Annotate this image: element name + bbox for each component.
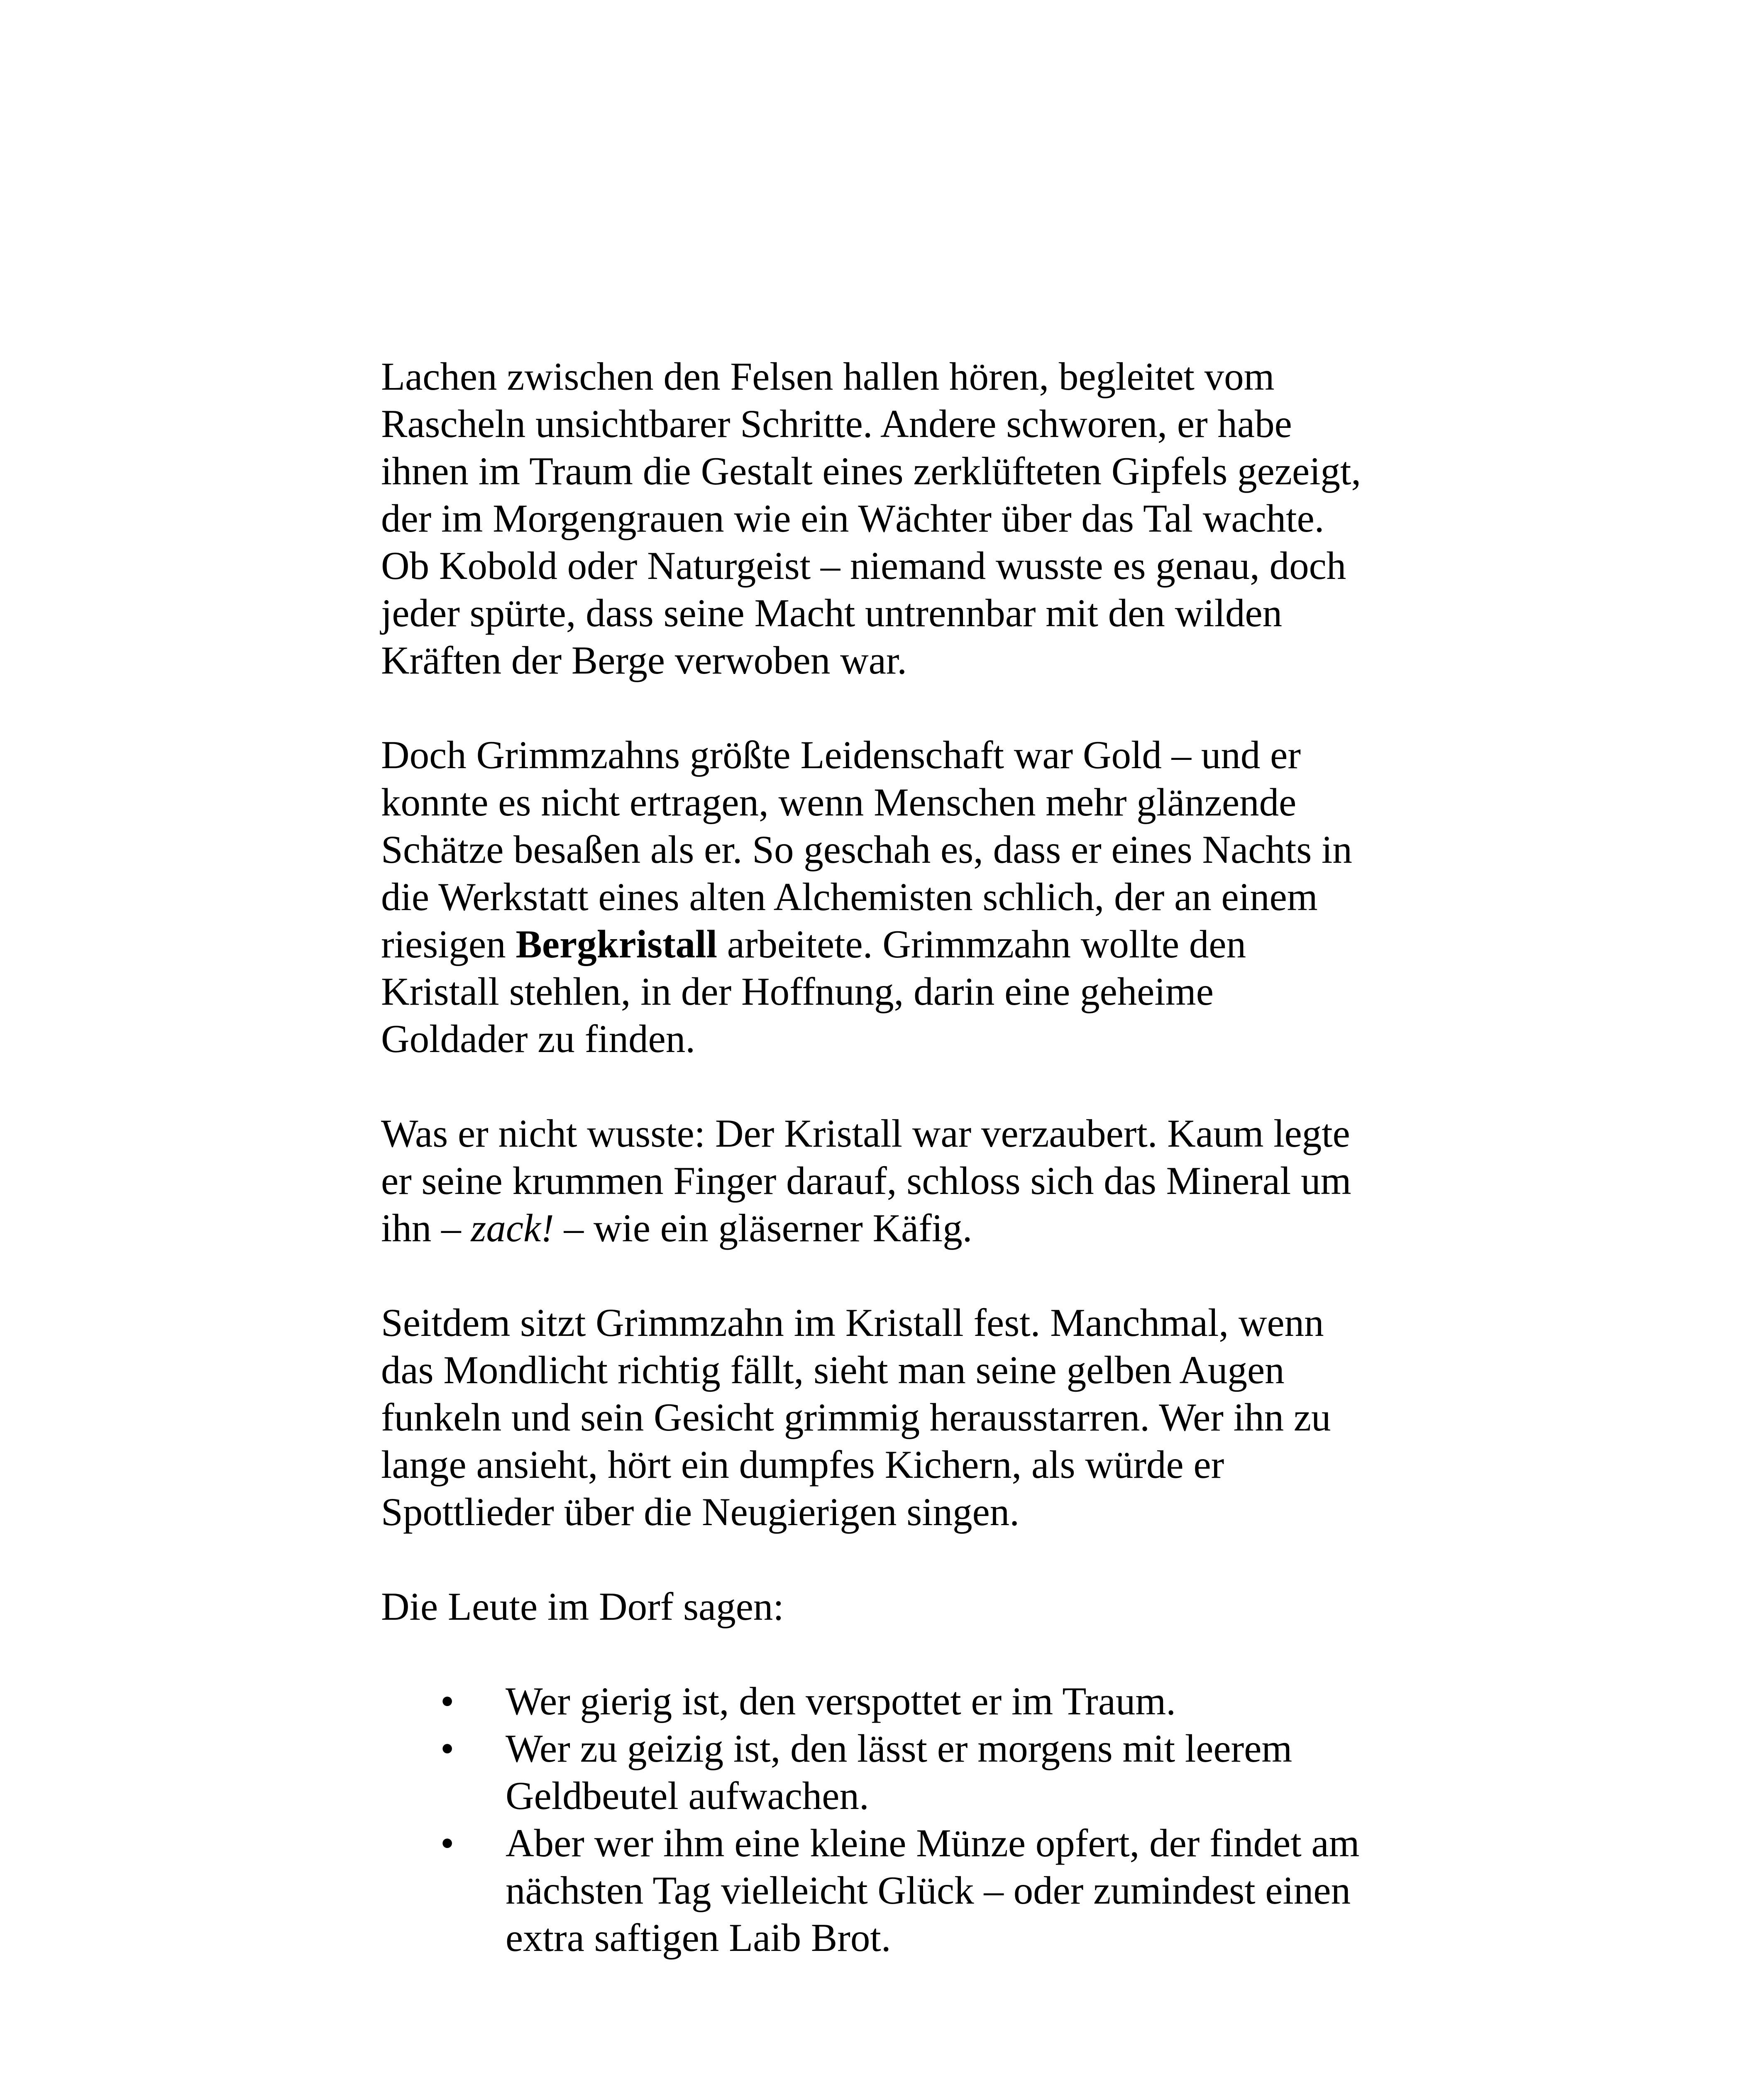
text-segment: arbeitete. Grimmzahn wollte den [717, 922, 1246, 966]
body-text [381, 353, 1444, 1961]
text-line: Kristall stehlen, in der Hoffnung, darin eine geheime [381, 969, 1214, 1013]
paragraph-3 [381, 1110, 1444, 1252]
text-line: das Mondlicht richtig fällt, sieht man seine gelben Augen [381, 1348, 1285, 1392]
bullet-list [381, 1677, 1444, 1961]
text-line: Lachen zwischen den Felsen hallen hören, begleitet vom [381, 354, 1275, 398]
text-segment: – wie ein gläserner Käfig. [554, 1206, 972, 1250]
list-item [381, 1677, 1444, 1725]
text-line: nächsten Tag vielleicht Glück – oder zumindest einen [506, 1868, 1351, 1912]
text-line [381, 1204, 1444, 1252]
text-line: Was er nicht wusste: Der Kristall war verzaubert. Kaum legte [381, 1111, 1350, 1155]
bullet-icon: • [440, 1726, 454, 1770]
text-line: der im Morgengrauen wie ein Wächter über das Tal wachte. [381, 496, 1324, 540]
text-line: lange ansieht, hört ein dumpfes Kichern, als würde er [381, 1443, 1224, 1487]
text-segment: riesigen [381, 922, 516, 966]
italic-word-zack: zack! [471, 1206, 554, 1250]
paragraph-1 [381, 353, 1444, 684]
text-line: er seine krummen Finger darauf, schloss sich das Mineral um [381, 1159, 1351, 1203]
text-line: Aber wer ihm eine kleine Münze opfert, der findet am [506, 1821, 1360, 1865]
text-line: Schätze besaßen als er. So geschah es, dass er eines Nachts in [381, 828, 1352, 872]
text-line: Goldader zu finden. [381, 1017, 696, 1061]
text-line: extra saftigen Laib Brot. [506, 1916, 891, 1960]
text-line: Rascheln unsichtbarer Schritte. Andere schworen, er habe [381, 402, 1292, 446]
paragraph-5 [381, 1583, 1444, 1630]
text-line: Doch Grimmzahns größte Leidenschaft war Gold – und er [381, 733, 1301, 777]
text-segment: ihn – [381, 1206, 471, 1250]
text-line: Spottlieder über die Neugierigen singen. [381, 1490, 1020, 1534]
bullet-icon: • [440, 1679, 454, 1723]
text-line: konnte es nicht ertragen, wenn Menschen mehr glänzende [381, 780, 1297, 824]
text-line: Wer zu geizig ist, den lässt er morgens mit leerem [506, 1726, 1292, 1770]
text-line: die Werkstatt eines alten Alchemisten schlich, der an einem [381, 875, 1318, 919]
text-line: Seitdem sitzt Grimmzahn im Kristall fest. Manchmal, wenn [381, 1301, 1324, 1345]
bold-term-bergkristall: Bergkristall [516, 922, 717, 966]
text-line: funkeln und sein Gesicht grimmig herausstarren. Wer ihn zu [381, 1395, 1331, 1439]
text-line: jeder spürte, dass seine Macht untrennbar mit den wilden [381, 591, 1283, 635]
list-item [381, 1819, 1444, 1961]
text-line: Ob Kobold oder Naturgeist – niemand wusste es genau, doch [381, 544, 1346, 588]
text-line: Geldbeutel aufwachen. [506, 1774, 869, 1818]
text-line: Die Leute im Dorf sagen: [381, 1584, 784, 1628]
list-item [381, 1725, 1444, 1819]
paragraph-4 [381, 1299, 1444, 1536]
text-line: Wer gierig ist, den verspottet er im Traum. [506, 1679, 1176, 1723]
bullet-icon: • [440, 1821, 454, 1865]
text-line: ihnen im Traum die Gestalt eines zerklüfteten Gipfels gezeigt, [381, 449, 1361, 493]
text-line: Kräften der Berge verwoben war. [381, 638, 907, 682]
text-line [381, 920, 1444, 968]
paragraph-2 [381, 731, 1444, 1062]
